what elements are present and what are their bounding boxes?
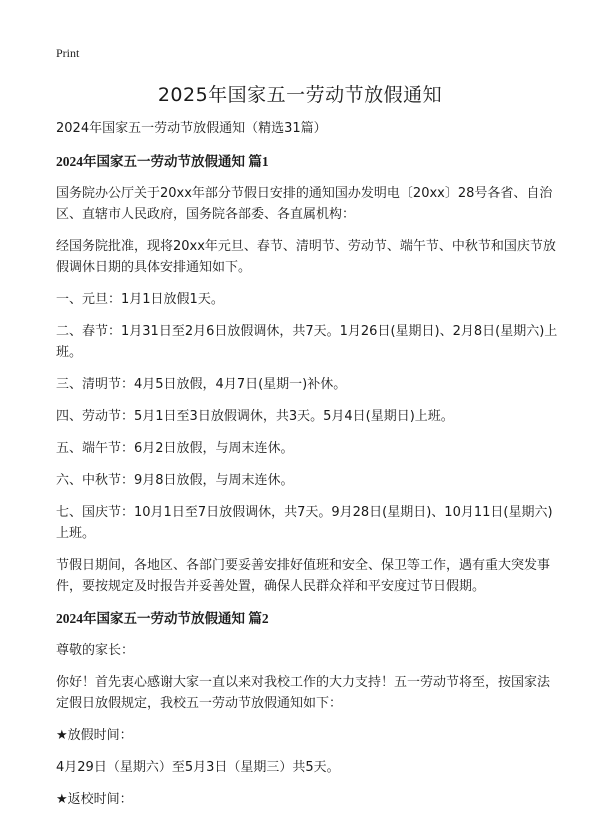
section-1-paragraph: 五、端午节：6月2日放假，与周末连休。 [56, 441, 294, 456]
section-1-paragraph: 四、劳动节：5月1日至3日放假调休，共3天。5月4日(星期日)上班。 [56, 409, 454, 424]
section-2-heading: 2024年国家五一劳动节放假通知 篇2 [56, 611, 269, 626]
section-1-paragraph: 六、中秋节：9月8日放假，与周末连休。 [56, 473, 294, 488]
section-2-paragraph: ★放假时间： [56, 728, 133, 743]
section-2-paragraph: 4月29日（星期六）至5月3日（星期三）共5天。 [56, 760, 340, 775]
section-1-heading: 2024年国家五一劳动节放假通知 篇1 [56, 154, 269, 169]
section-1-paragraph: 一、元旦：1月1日放假1天。 [56, 292, 224, 307]
document-title: 2025年国家五一劳动节放假通知 [157, 84, 443, 106]
section-2-paragraph: ★返校时间： [56, 792, 133, 807]
print-label[interactable]: Print [56, 46, 80, 60]
section-1-paragraph: 七、国庆节：10月1日至7日放假调休，共7天。9月28日(星期日)、10月11日(星期六)上班。 [56, 505, 553, 541]
section-1-paragraph: 三、清明节：4月5日放假，4月7日(星期一)补休。 [56, 377, 347, 392]
document-subtitle: 2024年国家五一劳动节放假通知（精选31篇） [56, 121, 327, 136]
document-content [56, 118, 560, 821]
section-1-paragraph: 二、春节：1月31日至2月6日放假调休，共7天。1月26日(星期日)、2月8日(星期六)上班。 [56, 324, 558, 360]
section-2-paragraph: 尊敬的家长： [56, 643, 135, 658]
section-1-paragraph: 国务院办公厅关于20xx年部分节假日安排的通知国办发明电〔20xx〕28号各省、自治区、直辖市人民政府，国务院各部委、各直属机构： [56, 186, 553, 222]
section-1-paragraph: 经国务院批准，现将20xx年元旦、春节、清明节、劳动节、端午节、中秋节和国庆节放假调休日期的具体安排通知如下。 [56, 239, 556, 275]
section-1-paragraph: 节假日期间，各地区、各部门要妥善安排好值班和安全、保卫等工作，遇有重大突发事件，要按规定及时报告并妥善处置，确保人民群众祥和平安度过节日假期。 [56, 558, 551, 594]
section-2-paragraph: 你好！首先衷心感谢大家一直以来对我校工作的大力支持！五一劳动节将至，按国家法定假日放假规定，我校五一劳动节放假通知如下： [56, 675, 551, 711]
